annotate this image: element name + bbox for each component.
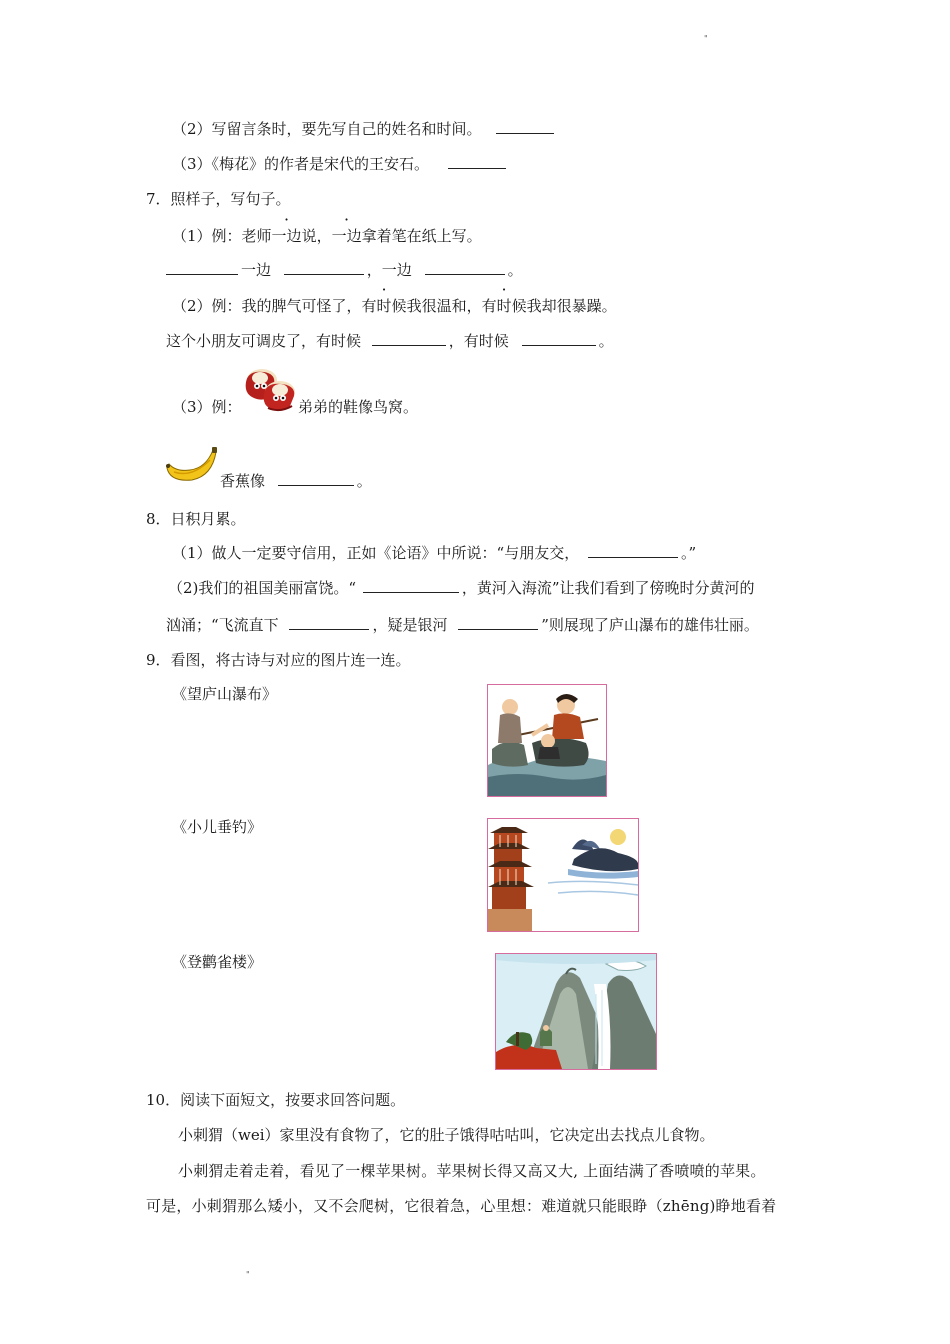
q10-paragraph-2: 小刺猬走着走着，看见了一棵苹果树。苹果树长得又高又大, 上面结满了香喷喷的苹果。 — [178, 1162, 766, 1180]
q9-poem-1[interactable]: 《望庐山瀑布》 — [172, 685, 278, 703]
q7-fill-1-label-b: ，一边 — [366, 261, 412, 279]
q9-poem-2[interactable]: 《小儿垂钓》 — [172, 818, 263, 836]
q8-item-1 — [172, 543, 696, 563]
q7-fill-1-blank-a[interactable] — [166, 260, 238, 275]
q9-poem-3[interactable]: 《登鹳雀楼》 — [172, 953, 263, 971]
q7-example-3-sentence: 弟弟的鞋像鸟窝。 — [298, 398, 419, 416]
q7-fill-3 — [220, 471, 372, 491]
q7-fill-1-blank-b[interactable] — [284, 260, 364, 275]
q7-fill-2-mid: ，有时候 — [448, 332, 509, 350]
q8-item-2-l2-pre: 汹涌；“飞流直下 — [166, 616, 279, 634]
q8-item-1-pre: （1）做人一定要守信用，正如《论语》中所说：“与朋友交， — [172, 544, 580, 562]
q7-ex2-dotted-1 — [362, 296, 407, 316]
q7-fill-1-blank-c[interactable] — [425, 260, 505, 275]
q8-item-2-line-2 — [166, 615, 759, 635]
q7-fill-3-end: 。 — [356, 472, 372, 490]
q7-example-2 — [172, 296, 617, 316]
q6-item-3 — [172, 154, 509, 174]
q10-paragraph-3: 可是，小刺猬那么矮小，又不会爬树，它很着急，心里想：难道就只能眼睁（zhēng)睁地看着 — [146, 1197, 777, 1215]
q7-ex1-pre: （1）例：老师 — [172, 227, 272, 245]
q7-ex2-youshihou-2: 有时候 — [481, 297, 527, 315]
q8-item-2-pre: （2)我们的祖国美丽富饶。“ — [168, 579, 357, 597]
q7-fill-1-label-a: 一边 — [241, 261, 272, 279]
q7-fill-2-end: 。 — [598, 332, 614, 350]
q7-fill-1 — [166, 260, 523, 280]
q7-fill-2-blank-b[interactable] — [522, 331, 596, 346]
q7-fill-2-pre: 这个小朋友可调皮了，有时候 — [166, 332, 362, 350]
q7-ex3-pre: （3）例： — [172, 398, 242, 416]
q9-title: 9．看图，将古诗与对应的图片连一连。 — [146, 651, 411, 669]
q10-title: 10．阅读下面短文，按要求回答问题。 — [146, 1091, 406, 1109]
q6-item-2 — [172, 119, 557, 139]
q7-fill-3-blank[interactable] — [278, 471, 354, 486]
q8-item-2-blank-c[interactable] — [458, 615, 538, 630]
q8-item-1-blank[interactable] — [588, 543, 678, 558]
q7-ex2-post: 我却很暴躁。 — [526, 297, 617, 315]
waterfall-mountain-picture[interactable] — [495, 953, 657, 1070]
q8-item-1-end: 。” — [681, 544, 697, 562]
q8-item-2-l2-mid: ，疑是银河 — [372, 616, 448, 634]
q7-ex1-dotted-2 — [332, 226, 362, 246]
q8-title: 8．日积月累。 — [146, 510, 246, 528]
q7-ex2-mid: 我很温和， — [406, 297, 482, 315]
q6-item-3-text: （3）《梅花》的作者是宋代的王安石。 — [172, 155, 430, 173]
q7-ex2-dotted-2 — [482, 296, 527, 316]
q7-ex1-dotted-1 — [272, 226, 302, 246]
q8-item-2-blank-b[interactable] — [289, 615, 369, 630]
corner-mark-bottom: " — [246, 1270, 250, 1279]
q7-fill-2 — [166, 331, 614, 351]
q8-item-2-l2-end: ”则展现了庐山瀑布的雄伟壮丽。 — [541, 616, 759, 634]
q7-ex1-yibian-2: 一边 — [331, 227, 362, 245]
q6-item-3-answer-blank[interactable] — [448, 154, 506, 169]
tower-sunset-picture[interactable] — [487, 818, 639, 932]
q7-ex2-youshihou-1: 有时候 — [361, 297, 407, 315]
q7-title: 7．照样子，写句子。 — [146, 190, 291, 208]
banana-icon — [164, 446, 220, 484]
q7-ex1-mid: 说， — [301, 227, 332, 245]
q6-item-2-text: （2）写留言条时，要先写自己的姓名和时间。 — [172, 120, 482, 138]
q7-fill-1-end: 。 — [507, 261, 523, 279]
q7-ex1-post: 拿着笔在纸上写。 — [361, 227, 482, 245]
slippers-icon — [240, 364, 298, 414]
q6-item-2-answer-blank[interactable] — [496, 119, 554, 134]
q7-ex2-pre: （2）例：我的脾气可怪了， — [172, 297, 362, 315]
corner-mark-top: " — [704, 34, 708, 43]
q8-item-2-mid: ，黄河入海流”让我们看到了傍晚时分黄河的 — [461, 579, 755, 597]
q7-ex1-yibian-1: 一边 — [271, 227, 302, 245]
q7-fill-2-blank-a[interactable] — [372, 331, 446, 346]
q7-example-3 — [172, 397, 242, 417]
fishing-children-picture[interactable] — [487, 684, 607, 797]
q8-item-2 — [168, 578, 755, 598]
q10-paragraph-1: 小刺猬（wei）家里没有食物了，它的肚子饿得咕咕叫，它决定出去找点儿食物。 — [178, 1126, 715, 1144]
q8-item-2-blank-a[interactable] — [363, 578, 459, 593]
q7-fill-3-pre: 香蕉像 — [220, 472, 266, 490]
q7-example-1 — [172, 226, 482, 246]
